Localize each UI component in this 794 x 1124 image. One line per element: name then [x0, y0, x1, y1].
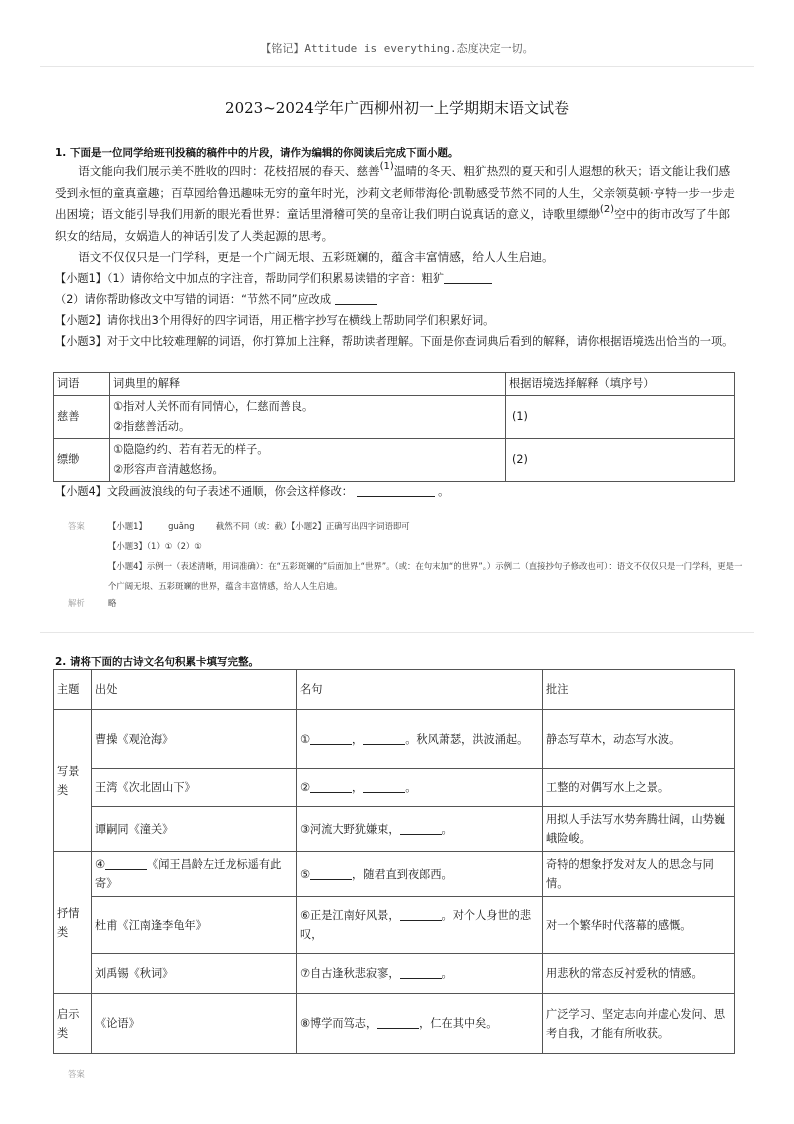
table-row: 谭嗣同《潼关》 ③河流大野犹嫌束， 。 用拟人手法写水势奔腾壮阔，山势巍峨险峻。: [54, 807, 735, 852]
header-divider: [40, 66, 754, 67]
answer-blank[interactable]: [400, 908, 442, 921]
answer-blank[interactable]: [444, 271, 492, 284]
answer-label: 答案: [68, 1069, 85, 1079]
answer-blank[interactable]: [310, 732, 352, 745]
subquestion-4: 【小题4】文段画波浪线的句子表述不通顺，你会这样修改： 。: [55, 485, 450, 498]
answer-label: 答案: [68, 521, 85, 531]
answer-blank[interactable]: [335, 292, 377, 305]
analysis-text: 略: [108, 598, 117, 608]
answer-blank[interactable]: [363, 780, 405, 793]
subquestion-2: 【小题2】请你找出3个用得好的四字词语，用正楷字抄写在横线上帮助同学们积累好词。: [55, 314, 495, 327]
question-2-heading: 2. 请将下面的古诗文名句积累卡填写完整。: [55, 656, 259, 668]
subquestion-1-part-2: （2）请你帮助修改文中写错的词语：“节然不同”应改成: [55, 289, 745, 310]
answer-blank[interactable]: [400, 822, 442, 835]
table-row: 缥缈 ①隐隐约约、若有若无的样子。 ②形容声音清越悠扬。 (2): [54, 439, 735, 482]
answer-line: 【小题3】（1）①（2）①: [108, 541, 202, 551]
table-row: 王湾《次北固山下》 ② ， 。 工整的对偶写水上之景。: [54, 769, 735, 807]
answer-blank[interactable]: [363, 732, 405, 745]
answer-blank[interactable]: [105, 857, 147, 870]
answer-line: 【小题4】示例一（表述清晰，用词准确）：在“五彩斑斓的”后面加上“世界”。（或：在句末加“的世界”。）示例二（直接抄句子修改也可）：语文不仅仅只是一门学科，更是一个广阔无垠、五彩斑斓的世界，蕴含丰富情感，给人人生启迪。: [108, 561, 743, 591]
table-header-row: 词语 词典里的解释 根据语境选择解释（填序号）: [54, 373, 735, 396]
answer-blank[interactable]: [400, 966, 442, 979]
passage-paragraph-2: 语文不仅仅只是一门学科，更是一个广阔无垠、五彩斑斓的，蕴含丰富情感，给人人生启迪。: [78, 250, 554, 264]
table-row: 写景类 曹操《观沧海》 ① ， 。秋风萧瑟，洪波涌起。 静态写草木，动态写水波。: [54, 710, 735, 769]
answer-line: 【小题1】 guǎng 截然不同（或：截）【小题2】正确写出四字词语即可: [108, 521, 410, 531]
answer-blank[interactable]: [310, 867, 352, 880]
table-row: 杜甫《江南逢李龟年》 ⑥正是江南好风景， 。对个人身世的悲叹， 对一个繁华时代落幕的感慨。: [54, 897, 735, 954]
poetry-card-table: [53, 669, 735, 1054]
subquestion-1: 【小题1】（1）请你给文中加点的字注音，帮助同学们积累易读错的字音：粗犷: [55, 268, 745, 289]
subquestion-3: 【小题3】对于文中比较难理解的词语，你打算加上注释，帮助读者理解。下面是你查词典后看到的解释，请你根据语境选出恰当的一项。: [55, 335, 734, 348]
page-title: 2023~2024学年广西柳州初一上学期期末语文试卷: [225, 99, 569, 117]
passage-paragraph-1: 语文能向我们展示美不胜收的四时：花枝招展的春天、慈善$^{(1)}$温晴的冬天、粗犷热烈的夏天和引人遐想的秋天；语文能让我们感受到永恒的童真童趣；百草园给鲁迅趣味无穷的童年时光，沙莉文老师带海伦·凯勒感受节然不同的人生，父亲领莫顿·亨特一步一步走出困境；语文能引导我们用新的眼光看世界：童话里滑稽可笑的皇帝让我们明白说真话的意义，诗歌里缥缈$^{(2)}$空中的街市改写了牛郎织女的结局，女娲造人的神话引发了人类起源的思考。: [55, 161, 735, 243]
answer-blank[interactable]: [377, 1016, 419, 1029]
question-1-passage: [55, 161, 739, 269]
analysis-label: 解析: [68, 598, 85, 608]
table-row: 启示类 《论语》 ⑧博学而笃志， ，仁在其中矣。 广泛学习、坚定志向并虚心发问、思考自我，才能有所收获。: [54, 994, 735, 1054]
dictionary-table: [53, 372, 735, 482]
table-row: 抒情类 ④ 《闻王昌龄左迁龙标遥有此寄》 ⑤ ，随君直到夜郎西。 奇特的想象抒发对友人的思念与同情。: [54, 852, 735, 897]
table-header-row: 主题 出处 名句 批注: [54, 670, 735, 710]
table-row: 刘禹锡《秋词》 ⑦自古逢秋悲寂寥， 。 用悲秋的常态反衬爱秋的情感。: [54, 954, 735, 994]
motto-header: 【铭记】Attitude is everything.态度决定一切。: [260, 42, 534, 55]
answer-blank[interactable]: [310, 780, 352, 793]
question-1-heading: 1. 下面是一位同学给班刊投稿的稿件中的片段，请作为编辑的你阅读后完成下面小题。: [55, 147, 459, 159]
answer-blank[interactable]: [357, 484, 435, 497]
question-divider: [40, 632, 754, 633]
table-row: 慈善 ①指对人关怀而有同情心，仁慈而善良。 ②指慈善活动。 (1): [54, 396, 735, 439]
